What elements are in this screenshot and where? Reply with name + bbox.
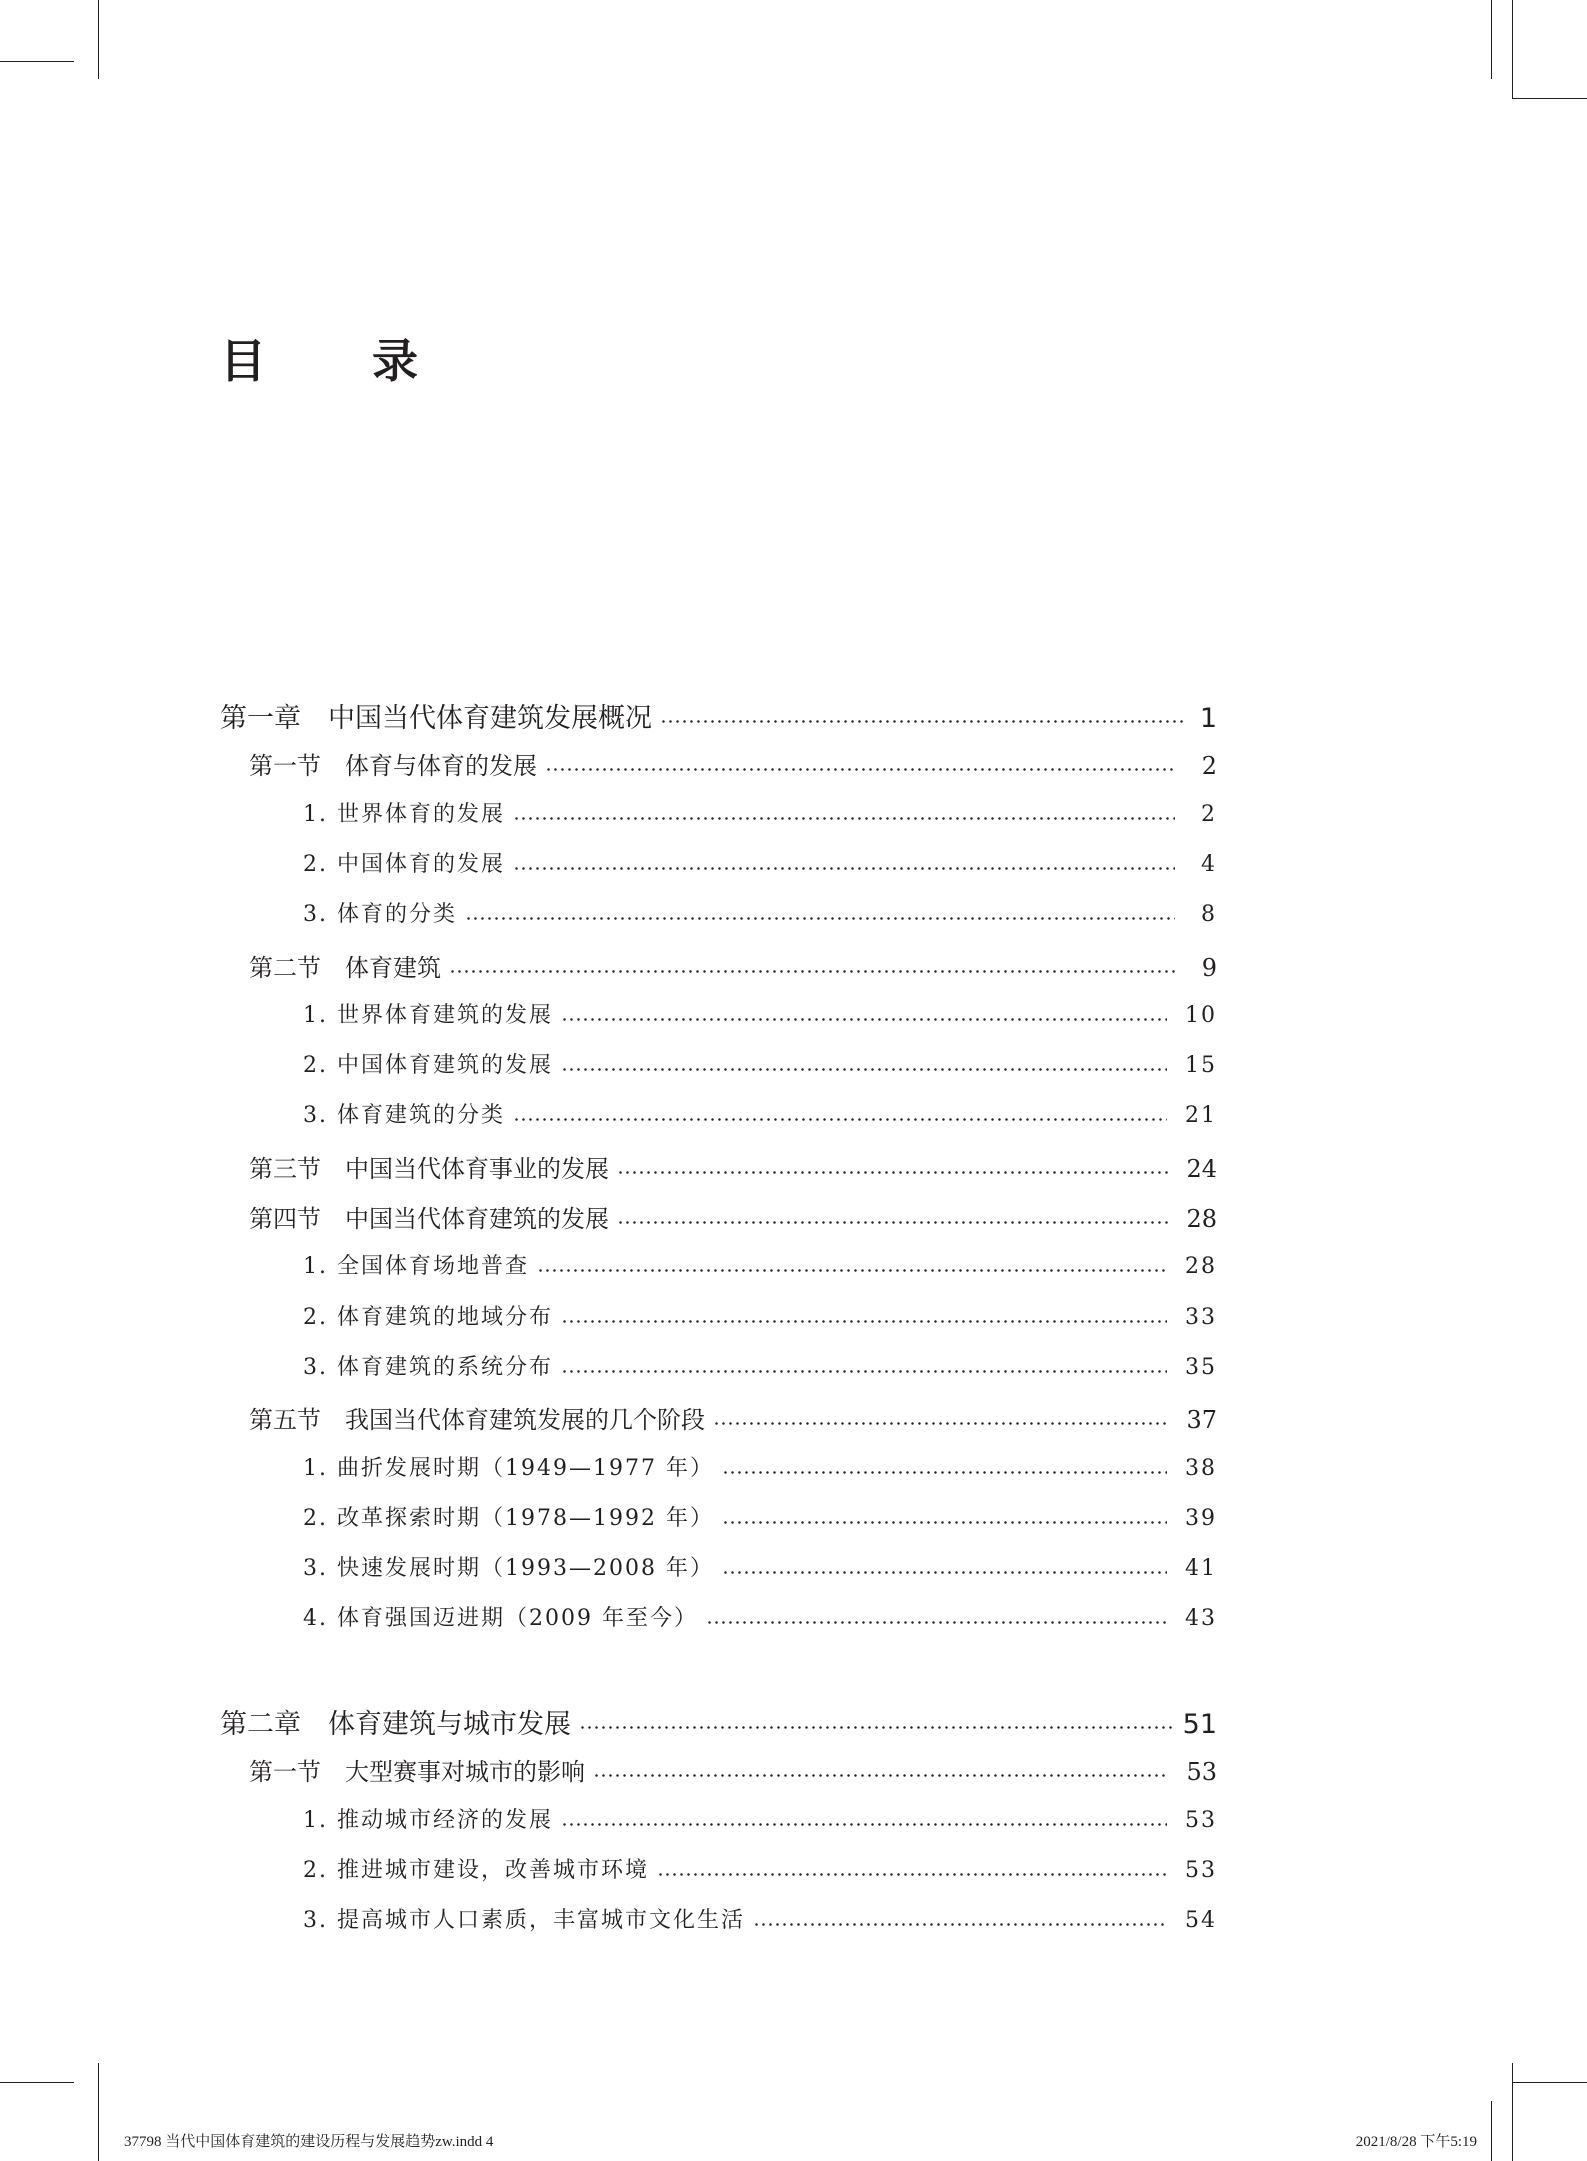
toc-entry-item[interactable]: [303, 1903, 1217, 1934]
toc-entry-item[interactable]: [303, 1601, 1217, 1632]
page-title: 目 录: [220, 334, 448, 388]
dot-leader: [617, 1171, 1168, 1174]
crop-mark: [98, 0, 99, 79]
crop-mark: [0, 61, 74, 62]
dot-leader: [561, 1823, 1167, 1826]
toc-entry-title: 1. 世界体育的发展: [303, 801, 505, 827]
toc-entry-item[interactable]: [303, 998, 1217, 1029]
dot-leader: [561, 1018, 1167, 1021]
toc-entry-page: 8: [1201, 902, 1217, 928]
toc-entry-title: 1. 全国体育场地普查: [303, 1254, 529, 1280]
dot-leader: [513, 867, 1175, 870]
toc-entry-item[interactable]: [303, 1451, 1217, 1482]
toc-entry-title: 第三节 中国当代体育事业的发展: [249, 1154, 609, 1183]
crop-mark: [98, 2063, 99, 2161]
toc-entry-title: 第一节 体育与体育的发展: [249, 752, 537, 781]
toc-entry-page: 21: [1185, 1103, 1217, 1129]
toc-entry-title: 4. 体育强国迈进期（2009 年至今）: [303, 1606, 698, 1632]
toc-entry-item[interactable]: [303, 1098, 1217, 1129]
toc-entry-title: 1. 世界体育建筑的发展: [303, 1002, 553, 1028]
crop-mark: [1491, 0, 1492, 79]
footer-datetime: 2021/8/28 下午5:19: [1355, 2134, 1477, 2150]
toc-entry-page: 37: [1186, 1406, 1217, 1435]
dot-leader: [722, 1521, 1167, 1524]
toc-entry-title: 3. 体育建筑的分类: [303, 1103, 505, 1129]
toc-entry-title: 第一节 大型赛事对城市的影响: [249, 1758, 585, 1787]
dot-leader: [561, 1370, 1167, 1373]
toc-entry-item[interactable]: [303, 1300, 1217, 1331]
toc-entry-page: 54: [1185, 1908, 1217, 1934]
toc-entry-item[interactable]: [303, 797, 1217, 828]
toc-entry-page: 15: [1185, 1053, 1217, 1079]
dot-leader: [449, 970, 1175, 973]
dot-leader: [593, 1774, 1168, 1777]
toc-entry-title: 2. 中国体育建筑的发展: [303, 1053, 553, 1079]
toc-entry-item[interactable]: [303, 1350, 1217, 1381]
toc-entry-page: 9: [1201, 953, 1217, 982]
crop-mark: [1491, 2101, 1492, 2161]
toc-entry-page: 51: [1182, 1708, 1217, 1740]
toc-entry-title: 1. 推动城市经济的发展: [303, 1807, 553, 1833]
crop-mark: [1512, 2082, 1587, 2083]
toc-entry-page: 2: [1201, 752, 1217, 781]
dot-leader: [561, 1320, 1167, 1323]
toc-entry-item[interactable]: [303, 1551, 1217, 1582]
toc-entry-section[interactable]: [249, 1400, 1217, 1435]
dot-leader: [537, 1269, 1167, 1272]
toc-entry-title: 第五节 我国当代体育建筑发展的几个阶段: [249, 1406, 705, 1435]
dot-leader: [660, 720, 1185, 723]
dot-leader: [545, 768, 1175, 771]
dot-leader: [579, 1726, 1175, 1729]
toc-entry-page: 53: [1185, 1857, 1217, 1883]
toc-entry-title: 3. 快速发展时期（1993—2008 年）: [303, 1556, 714, 1582]
toc-entry-item[interactable]: [303, 897, 1217, 928]
dot-leader: [513, 1118, 1167, 1121]
footer-filename: 37798 当代中国体育建筑的建设历程与发展趋势zw.indd 4: [124, 2134, 494, 2150]
toc-entry-page: 39: [1185, 1505, 1217, 1531]
toc-entry-page: 43: [1185, 1606, 1217, 1632]
toc-entry-chapter[interactable]: [220, 1702, 1217, 1741]
dot-leader: [561, 1068, 1167, 1071]
crop-mark: [0, 2082, 74, 2083]
toc-entry-item[interactable]: [303, 1501, 1217, 1532]
toc-entry-page: 41: [1185, 1556, 1217, 1582]
toc-entry-title: 2. 改革探索时期（1978—1992 年）: [303, 1505, 714, 1531]
toc-entry-page: 28: [1186, 1205, 1217, 1233]
dot-leader: [753, 1923, 1167, 1926]
crop-mark: [1512, 0, 1513, 98]
toc-entry-item[interactable]: [303, 847, 1217, 878]
toc-entry-item[interactable]: [303, 1853, 1217, 1884]
crop-mark: [1512, 2063, 1513, 2161]
toc-entry-title: 3. 提高城市人口素质，丰富城市文化生活: [303, 1908, 745, 1934]
toc-entry-section[interactable]: [249, 746, 1217, 781]
toc-entry-page: 24: [1186, 1154, 1217, 1183]
dot-leader: [513, 817, 1175, 820]
toc-entry-section[interactable]: [249, 1199, 1217, 1234]
toc-entry-title: 第二章 体育建筑与城市发展: [220, 1708, 571, 1740]
dot-leader: [722, 1571, 1167, 1574]
toc-entry-item[interactable]: [303, 1249, 1217, 1280]
dot-leader: [722, 1471, 1167, 1474]
toc-entry-page: 2: [1201, 801, 1217, 827]
toc-entry-section[interactable]: [249, 948, 1217, 983]
dot-leader: [706, 1621, 1167, 1624]
dot-leader: [657, 1873, 1167, 1876]
dot-leader: [465, 917, 1175, 920]
toc-entry-page: 10: [1185, 1002, 1217, 1028]
toc-entry-page: 33: [1185, 1304, 1217, 1330]
toc-entry-title: 1. 曲折发展时期（1949—1977 年）: [303, 1455, 714, 1481]
toc-entry-item[interactable]: [303, 1803, 1217, 1834]
toc-entry-page: 35: [1185, 1354, 1217, 1380]
toc-entry-section[interactable]: [249, 1149, 1217, 1184]
crop-mark: [1512, 98, 1587, 99]
toc-entry-page: 38: [1185, 1455, 1217, 1481]
toc-entry-title: 第一章 中国当代体育建筑发展概况: [220, 703, 652, 734]
toc-entry-title: 第二节 体育建筑: [249, 953, 441, 982]
toc-entry-page: 53: [1186, 1758, 1217, 1787]
toc-entry-title: 2. 推进城市建设，改善城市环境: [303, 1857, 649, 1883]
toc-entry-item[interactable]: [303, 1048, 1217, 1079]
toc-entry-page: 53: [1185, 1807, 1217, 1833]
toc-entry-title: 第四节 中国当代体育建筑的发展: [249, 1205, 609, 1233]
toc-entry-title: 2. 体育建筑的地域分布: [303, 1304, 553, 1330]
toc-entry-title: 3. 体育建筑的系统分布: [303, 1354, 553, 1380]
toc-entry-page: 4: [1201, 851, 1217, 877]
dot-leader: [617, 1221, 1168, 1224]
toc-entry-page: 1: [1199, 703, 1217, 734]
dot-leader: [713, 1422, 1168, 1425]
toc-entry-page: 28: [1185, 1254, 1217, 1280]
toc-entry-chapter[interactable]: [220, 696, 1217, 735]
toc-entry-title: 3. 体育的分类: [303, 902, 457, 928]
toc-entry-title: 2. 中国体育的发展: [303, 851, 505, 877]
toc-entry-section[interactable]: [249, 1752, 1217, 1787]
